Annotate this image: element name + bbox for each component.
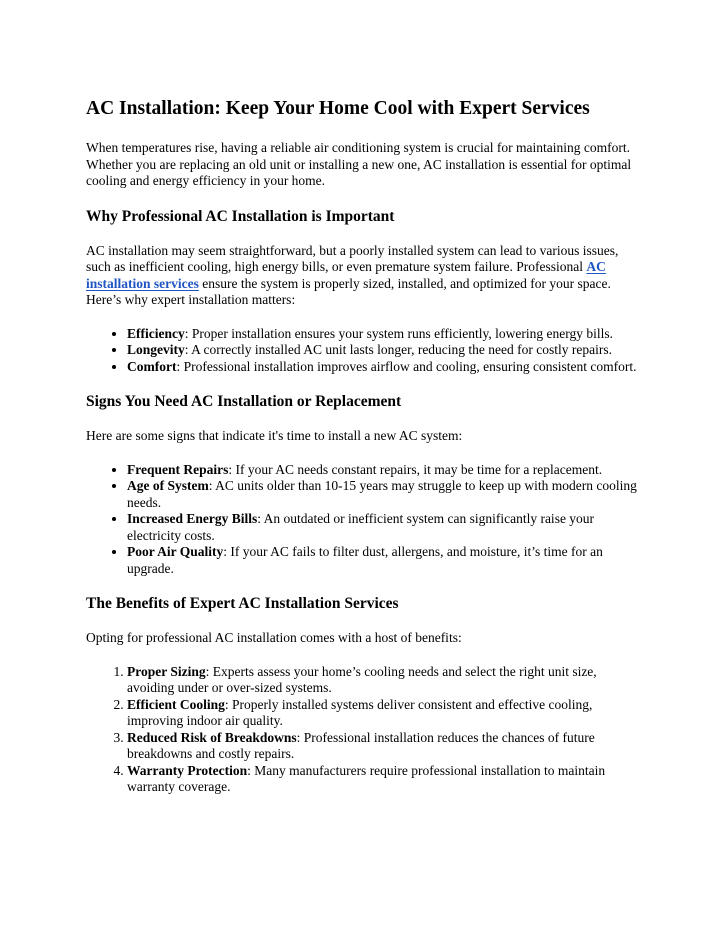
- list-item-text: : Professional installation reduces the chances of future breakdowns and costly repairs.: [127, 729, 595, 761]
- list-item: [127, 664, 646, 697]
- list-item: [127, 359, 646, 376]
- list-item-term: Comfort: [127, 358, 177, 374]
- section-heading-benefits: The Benefits of Expert AC Installation Services: [86, 595, 399, 612]
- list-item-term: Longevity: [127, 342, 185, 357]
- why-professional-paragraph: [86, 243, 646, 309]
- list-item-text: : Proper installation ensures your system runs efficiently, lowering energy bills.: [184, 325, 614, 341]
- list-item-term: Reduced Risk of Breakdowns: [127, 729, 297, 745]
- benefits-numbered-list: [86, 664, 646, 796]
- intro-paragraph: When temperatures rise, having a reliable air conditioning system is crucial for maintaining comfort. Whether you are replacing an old unit or installing a new one, AC installation is essential for optimal cooling and energy efficiency in your home.: [86, 140, 632, 188]
- document-page: [86, 96, 646, 813]
- list-item-text: : Professional installation improves airflow and cooling, ensuring consistent comfort.: [176, 358, 637, 374]
- list-item: [127, 730, 646, 763]
- list-item-term: Increased Energy Bills: [127, 511, 258, 526]
- list-item-term: Efficient Cooling: [127, 696, 225, 712]
- list-item-text: : Experts assess your home’s cooling needs and select the right unit size, avoiding under or over-sized systems.: [127, 663, 597, 695]
- list-item: [127, 511, 646, 544]
- signs-bullet-list: [86, 462, 646, 578]
- list-item: [127, 462, 646, 479]
- benefits-paragraph: Opting for professional AC installation comes with a host of benefits:: [86, 630, 462, 645]
- list-item: [127, 478, 646, 511]
- page-title: AC Installation: Keep Your Home Cool with Expert Services: [86, 98, 590, 119]
- list-item-text: : If your AC needs constant repairs, it may be time for a replacement.: [228, 461, 603, 477]
- ac-installation-services-link[interactable]: AC installation services: [86, 259, 606, 291]
- list-item-term: Proper Sizing: [127, 663, 206, 679]
- list-item-term: Age of System: [127, 478, 209, 493]
- list-item-text: : Properly installed systems deliver consistent and effective cooling, improving indoor air quality.: [127, 696, 593, 728]
- benefits-bullet-list: [86, 326, 646, 376]
- list-item-term: Warranty Protection: [127, 762, 248, 778]
- list-item-text: : Many manufacturers require professional installation to maintain warranty coverage.: [127, 762, 606, 794]
- list-item: [127, 544, 646, 577]
- list-item-text: : An outdated or inefficient system can significantly raise your electricity costs.: [127, 511, 595, 543]
- list-item-text: : A correctly installed AC unit lasts longer, reducing the need for costly repairs.: [184, 342, 612, 357]
- list-item: [127, 342, 646, 359]
- list-item: [127, 326, 646, 343]
- list-item: [127, 697, 646, 730]
- paragraph-text-before-link: AC installation may seem straightforward, but a poorly installed system can lead to various issues, such as inefficient cooling, high energy bills, or even premature system failure. Professional: [86, 242, 619, 274]
- section-heading-why-professional: Why Professional AC Installation is Important: [86, 207, 395, 225]
- section-heading-signs: Signs You Need AC Installation or Replacement: [86, 393, 402, 410]
- list-item-term: Poor Air Quality: [127, 544, 224, 559]
- signs-paragraph: Here are some signs that indicate it's time to install a new AC system:: [86, 428, 463, 443]
- list-item: [127, 763, 646, 796]
- list-item-term: Frequent Repairs: [127, 461, 229, 477]
- list-item-text: : AC units older than 10-15 years may struggle to keep up with modern cooling needs.: [127, 478, 637, 510]
- paragraph-text-after-link: ensure the system is properly sized, installed, and optimized for your space. Here’s why expert installation matters:: [86, 275, 611, 307]
- list-item-text: : If your AC fails to filter dust, allergens, and moisture, it’s time for an upgrade.: [127, 544, 603, 576]
- list-item-term: Efficiency: [127, 325, 185, 341]
